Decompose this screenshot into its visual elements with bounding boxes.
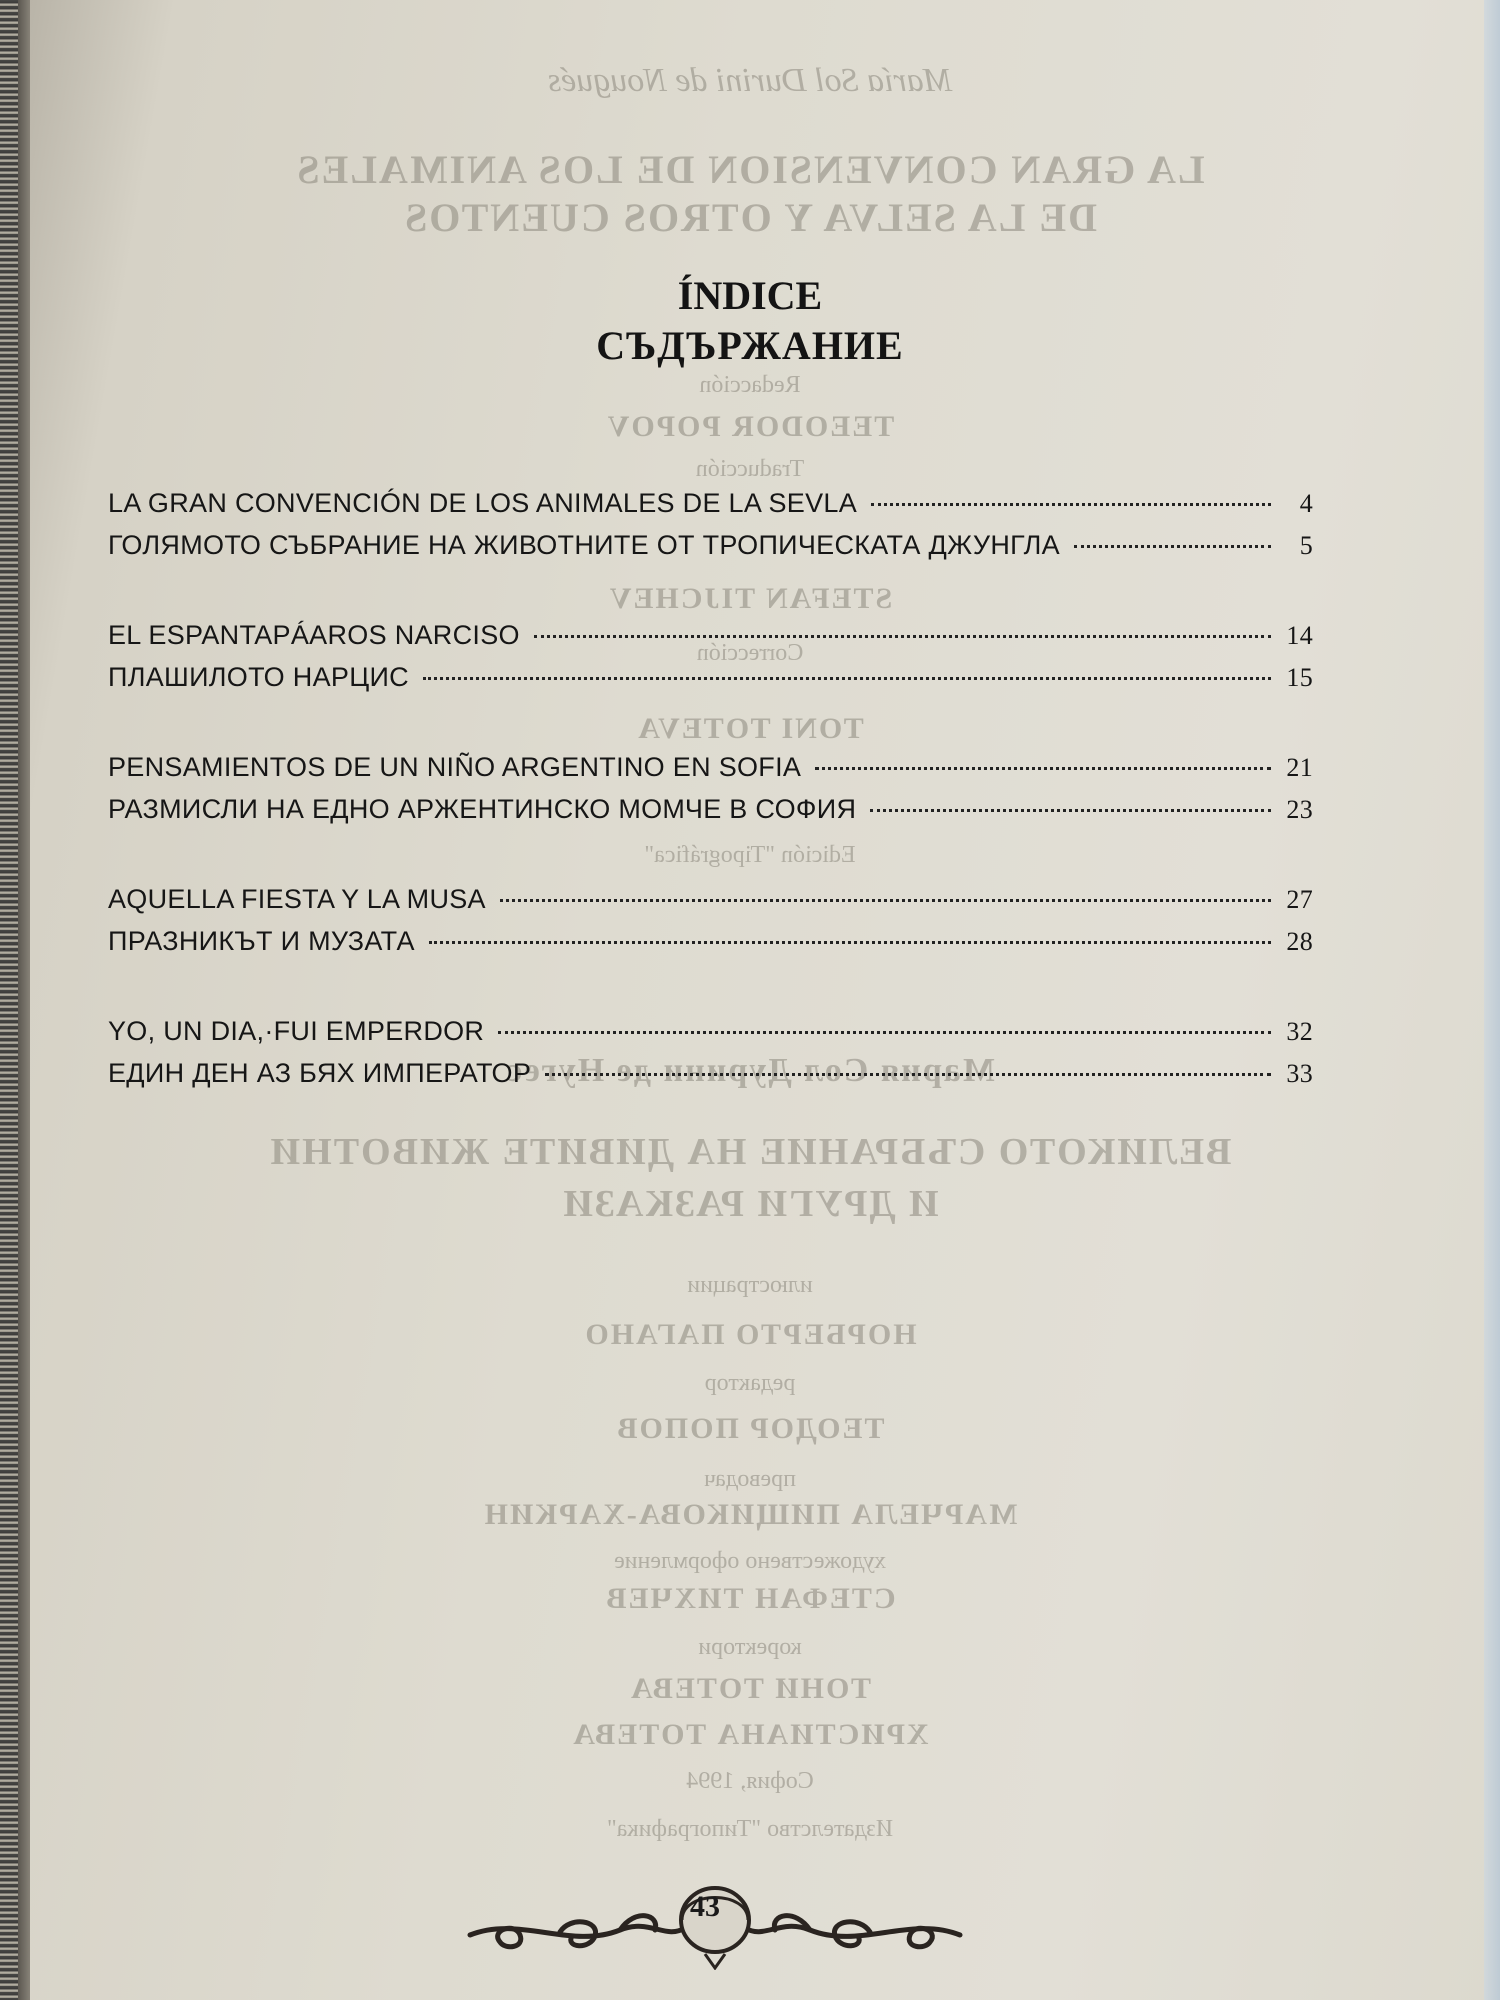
toc-group: [108, 488, 1313, 572]
showthrough-line: редактор: [704, 1370, 796, 1396]
toc-entry-page: 21: [1286, 753, 1313, 782]
toc-entry: [108, 884, 1313, 926]
showthrough-line: преводач: [704, 1466, 796, 1492]
toc-group: [108, 1016, 1313, 1100]
dot-leader: [1074, 545, 1271, 548]
showthrough-line: илюстрации: [687, 1272, 813, 1298]
toc-entry: [108, 662, 1313, 704]
dot-leader: [429, 941, 1271, 944]
showthrough-line: ХРИСТИАНА ТОТЕВА: [571, 1718, 929, 1751]
showthrough-line: TONI TOTEVA: [636, 712, 864, 745]
toc-entry-page: 33: [1286, 1059, 1313, 1088]
showthrough-line: СТЕФАН ТИХЧЕВ: [604, 1582, 896, 1615]
toc-entry: [108, 488, 1313, 530]
toc-entry-title: LA GRAN CONVENCIÓN DE LOS ANIMALES DE LA SEVLA: [108, 488, 858, 518]
showthrough-line: художествено оформление: [614, 1548, 886, 1574]
toc-entry: [108, 1016, 1313, 1058]
toc-entry-title: ПРАЗНИКЪТ И МУЗАТА: [108, 926, 415, 956]
toc-entry-title: AQUELLA FIESTA Y LA MUSA: [108, 884, 486, 914]
showthrough-line: Redacción: [699, 372, 801, 398]
showthrough-line: María Sol Durini de Nougués: [547, 62, 953, 99]
dot-leader: [815, 767, 1271, 770]
toc-entry: [108, 926, 1313, 968]
showthrough-line: ТОНИ ТОТЕВА: [629, 1672, 871, 1705]
toc-entry-title: PENSAMIENTOS DE UN NIÑO ARGENTINO EN SOFIA: [108, 752, 802, 782]
showthrough-line: STEFAN TIJCHEV: [607, 582, 893, 615]
toc-group: [108, 884, 1313, 968]
dot-leader: [870, 809, 1271, 812]
showthrough-line: МАРЧЕЛА ПИЩИКОВА-ХАРКИН: [482, 1498, 1018, 1531]
showthrough-line: TEEODOR POPOV: [605, 410, 895, 443]
toc-entry-title: РАЗМИСЛИ НА ЕДНО АРЖЕНТИНСКО МОМЧЕ В СОФИЯ: [108, 794, 857, 824]
toc-entry: [108, 794, 1313, 836]
index-heading-es: ÍNDICE: [677, 273, 823, 318]
showthrough-line: Мария Сол Дурини де Нугес: [505, 1052, 995, 1089]
showthrough-line: LA GRAN CONVENSION DE LOS ANIMALES: [295, 147, 1205, 192]
toc-entry-title: ПЛАШИЛОТО НАРЦИС: [108, 662, 409, 692]
showthrough-line: ТЕОДОР ПОПОВ: [615, 1412, 885, 1445]
toc-entry: [108, 530, 1313, 572]
showthrough-line: Edición "Tipográfica": [644, 842, 856, 868]
table-of-contents: [108, 488, 1313, 1148]
toc-group: [108, 620, 1313, 704]
toc-entry-page: 5: [1299, 531, 1313, 560]
toc-entry-title: ГОЛЯМОТО СЪБРАНИЕ НА ЖИВОТНИТЕ ОТ ТРОПИЧЕСКАТА ДЖУНГЛА: [108, 530, 1060, 560]
dot-leader: [498, 1031, 1271, 1034]
dot-leader: [423, 677, 1271, 680]
toc-entry-page: 14: [1286, 621, 1313, 650]
showthrough-line: DE LA SELVA Y OTROS CUENTOS: [403, 195, 1097, 240]
showthrough-line: И ДРУГИ РАЗКАЗИ: [561, 1183, 939, 1225]
toc-entry-page: 32: [1286, 1017, 1313, 1046]
showthrough-line: НОРБЕРТО ПАГАНО: [583, 1318, 917, 1351]
toc-entry: [108, 1058, 1313, 1100]
toc-entry-page: 28: [1286, 927, 1313, 956]
toc-entry-page: 15: [1286, 663, 1313, 692]
showthrough-line: Corrección: [696, 640, 804, 666]
toc-entry: [108, 620, 1313, 662]
toc-entry-title: ЕДИН ДЕН АЗ БЯХ ИМПЕРАТОР: [108, 1058, 532, 1088]
showthrough-line: Traducción: [695, 456, 805, 482]
toc-entry-title: YO, UN DIA,·FUI EMPERDOR: [108, 1016, 485, 1046]
dot-leader: [534, 635, 1271, 638]
showthrough-line: ВЕЛИКОТО СЪБРАНИЕ НА ДИВИТЕ ЖИВОТНИ: [268, 1131, 1232, 1173]
showthrough-line: коректори: [698, 1634, 802, 1660]
page-number: 43: [690, 1890, 720, 1923]
dot-leader: [545, 1073, 1271, 1076]
showthrough-line: Издателство "Типографика": [606, 1816, 894, 1842]
toc-entry-page: 23: [1286, 795, 1313, 824]
toc-entry: [108, 752, 1313, 794]
toc-entry-page: 4: [1299, 489, 1313, 518]
dot-leader: [500, 899, 1271, 902]
index-heading-bg: СЪДЪРЖАНИЕ: [596, 323, 904, 368]
showthrough-line: София, 1994: [686, 1768, 814, 1794]
toc-entry-page: 27: [1286, 885, 1313, 914]
toc-entry-title: EL ESPANTAPÁAROS NARCISO: [108, 620, 520, 650]
dot-leader: [871, 503, 1271, 506]
toc-group: [108, 752, 1313, 836]
